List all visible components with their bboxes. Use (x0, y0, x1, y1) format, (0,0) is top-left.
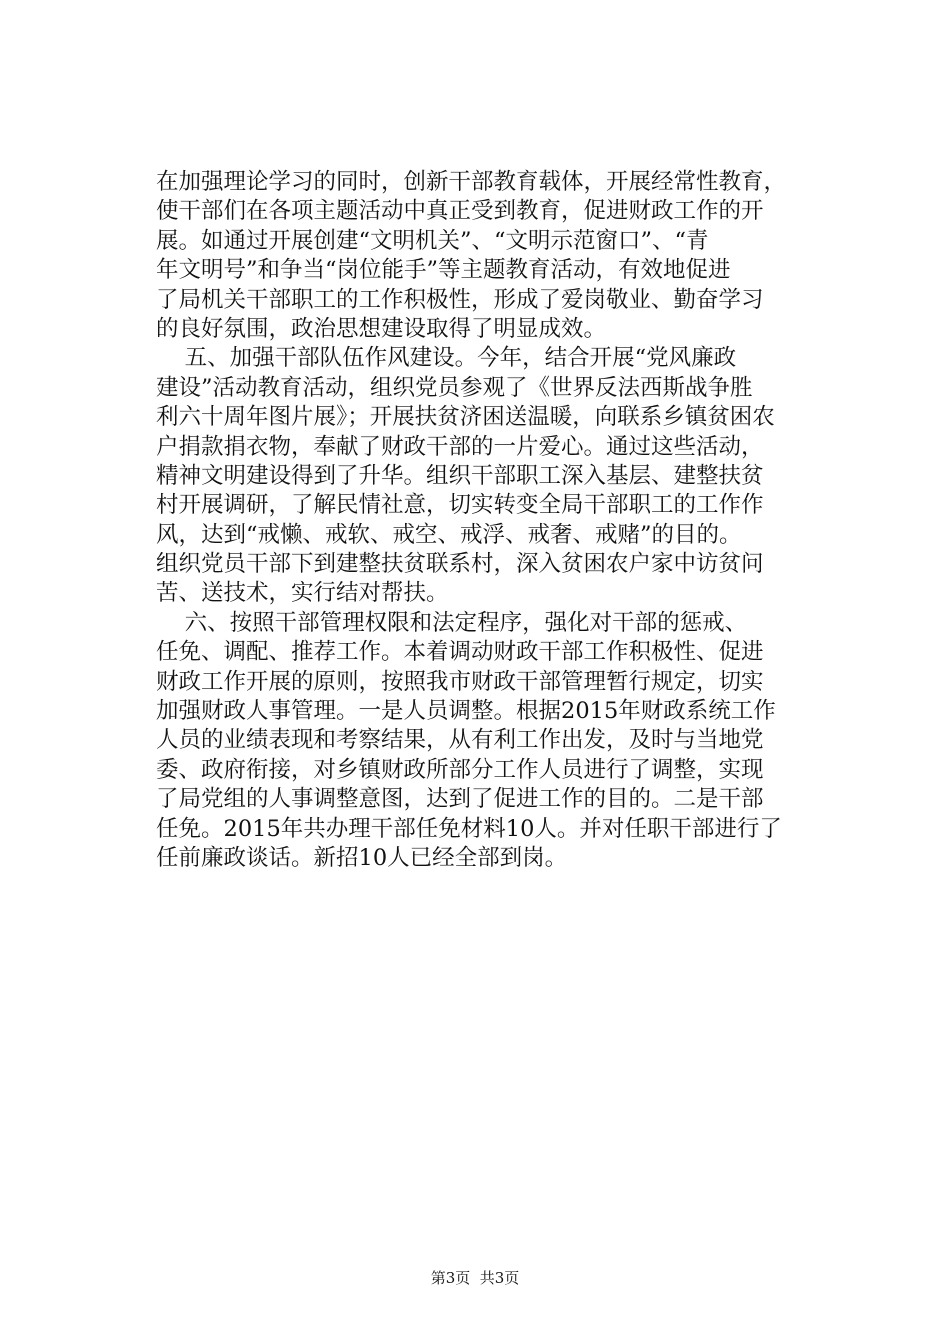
text-line: 精神文明建设得到了升华。组织干部职工深入基层、建整扶贫 (156, 462, 764, 489)
text-line: 利六十周年图片展》；开展扶贫济困送温暖，向联系乡镇贫困农 (156, 404, 775, 431)
text-line: 使干部们在各项主题活动中真正受到教育，促进财政工作的开 (156, 198, 764, 225)
text-line: 苦、送技术，实行结对帮扶。 (156, 580, 449, 607)
text-line: 任免。2015年共办理干部任免材料10人。并对任职干部进行了 (156, 815, 782, 842)
text-line: 财政工作开展的原则，按照我市财政干部管理暂行规定，切实 (156, 668, 764, 695)
text-line: 了局党组的人事调整意图，达到了促进工作的目的。二是干部 (156, 786, 764, 813)
text-line: 加强财政人事管理。一是人员调整。根据2015年财政系统工作 (156, 698, 776, 725)
text-line: 村开展调研，了解民情社意，切实转变全局干部职工的工作作 (156, 492, 764, 519)
body-text (156, 168, 840, 873)
text-line: 在加强理论学习的同时，创新干部教育载体，开展经常性教育， (156, 169, 787, 195)
text-line: 户捐款捐衣物，奉献了财政干部的一片爱心。通过这些活动， (156, 433, 764, 460)
text-line: 任免、调配、推荐工作。本着调动财政干部工作积极性、促进 (156, 639, 764, 666)
text-line: 展。如通过开展创建“文明机关”、“文明示范窗口”、“青 (156, 227, 709, 254)
text-line: 的良好氛围，政治思想建设取得了明显成效。 (156, 315, 607, 342)
text-line: 风，达到“戒懒、戒软、戒空、戒浮、戒奢、戒赌”的目的。 (156, 521, 742, 548)
text-line: 委、政府衔接，对乡镇财政所部分工作人员进行了调整，实现 (156, 756, 764, 783)
text-line: 建设”活动教育活动，组织党员参观了《世界反法西斯战争胜 (156, 374, 753, 401)
text-line: 五、加强干部队伍作风建设。今年，结合开展“党风廉政 (156, 345, 737, 372)
text-line: 组织党员干部下到建整扶贫联系村，深入贫困农户家中访贫问 (156, 551, 764, 578)
page-number-footer: 第3页 共3页 (430, 1269, 520, 1287)
text-line: 年文明号”和争当“岗位能手”等主题教育活动，有效地促进 (156, 257, 731, 284)
text-line: 人员的业绩表现和考察结果，从有利工作出发，及时与当地党 (156, 727, 764, 754)
text-line: 任前廉政谈话。新招10人已经全部到岗。 (156, 844, 568, 871)
text-line: 了局机关干部职工的工作积极性，形成了爱岗敬业、勤奋学习 (156, 286, 764, 313)
text-line: 六、按照干部管理权限和法定程序，强化对干部的惩戒、 (156, 609, 748, 636)
